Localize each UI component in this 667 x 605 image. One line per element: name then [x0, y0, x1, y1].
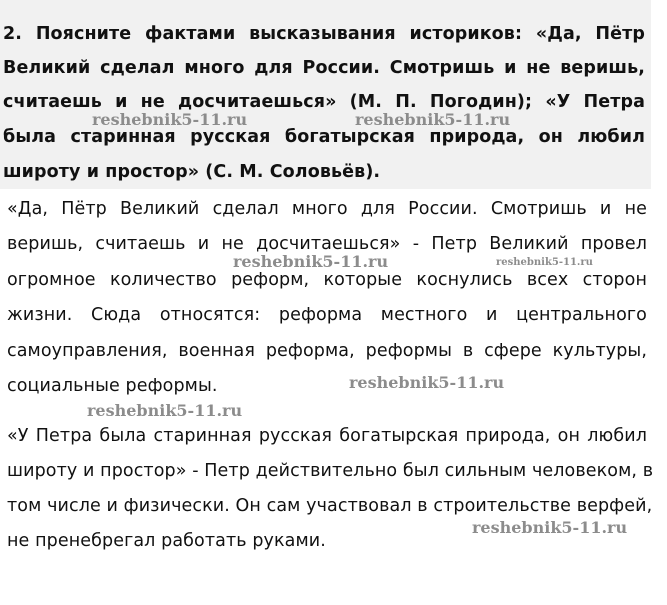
answer-p1-line-1: «Да, Пётр Великий сделал много для России. Смотришь и не [7, 199, 647, 219]
watermark-1: reshebnik5-11.ru [92, 110, 248, 129]
answer-p2-line-3: том числе и физически. Он сам участвовал в строительстве верфей, [7, 496, 653, 516]
question-line-3: считаешь и не досчитаешься» (М. П. Погодин); «У Петра [3, 92, 645, 112]
question-line-4: была старинная русская богатырская природа, он любил [3, 127, 645, 147]
answer-p1-line-3: огромное количество реформ, которые коснулись всех сторон [7, 270, 647, 290]
question-block [0, 0, 651, 189]
question-line-2: Великий сделал много для России. Смотришь и не веришь, [3, 58, 645, 78]
answer-p2-line-2: широту и простор» - Петр действительно был сильным человеком, в [7, 461, 654, 481]
watermark-3: reshebnik5-11.ru [233, 252, 389, 271]
answer-p1-line-6: социальные реформы. [7, 376, 218, 396]
answer-p1-line-4: жизни. Сюда относятся: реформа местного и центрального [7, 305, 647, 325]
watermark-5: reshebnik5-11.ru [349, 373, 505, 392]
watermark-4: reshebnik5-11.ru [496, 257, 593, 268]
question-line-5: широту и простор» (С. М. Соловьёв). [3, 162, 381, 182]
answer-p1-line-5: самоуправления, военная реформа, реформы в сфере культуры, [7, 341, 647, 361]
watermark-6: reshebnik5-11.ru [87, 401, 243, 420]
answer-p1-line-2: веришь, считаешь и не досчитаешься» - Петр Великий провел [7, 234, 647, 254]
answer-p2-line-1: «У Петра была старинная русская богатырская природа, он любил [7, 426, 647, 446]
watermark-2: reshebnik5-11.ru [355, 110, 511, 129]
watermark-7: reshebnik5-11.ru [472, 518, 628, 537]
answer-p2-line-4: не пренебрегал работать руками. [7, 531, 326, 551]
question-line-1: 2. Поясните фактами высказывания историков: «Да, Пётр [3, 24, 645, 44]
